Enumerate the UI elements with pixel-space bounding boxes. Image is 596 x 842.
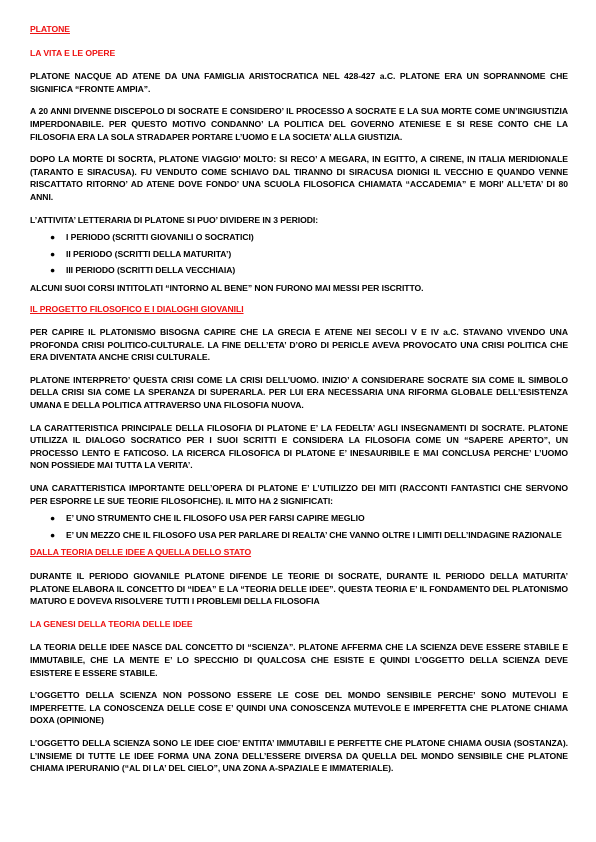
paragraph: PLATONE INTERPRETO’ QUESTA CRISI COME LA CRISI DELL’UOMO. INIZIO’ A CONSIDERARE SOCRATE SIA COME IL SIMBOLO DELLA CRISI SIA COME LA SPERANZA DI SUPERARLA. PER LUI ERA NECESSARIA UNA RIFORMA GLOBALE DELL’ESISTENZA UMANA E DELLA POLITICA ATTRAVERSO UNA FILOSOFIA NUOVA. xyxy=(30,374,568,411)
paragraph: L’ATTIVITA’ LETTERARIA DI PLATONE SI PUO’ DIVIDERE IN 3 PERIODI: xyxy=(30,214,319,225)
list-item xyxy=(30,529,568,542)
list-item-text: E’ UNO STRUMENTO CHE IL FILOSOFO USA PER FARSI CAPIRE MEGLIO xyxy=(66,513,365,524)
list-item-text: II PERIODO (SCRITTI DELLA MATURITA’) xyxy=(66,248,232,259)
section-heading: LA VITA E LE OPERE xyxy=(30,47,116,58)
document-page xyxy=(30,23,568,785)
list-item xyxy=(30,231,568,244)
bullet-list xyxy=(30,512,568,541)
paragraph: L’OGGETTO DELLA SCIENZA NON POSSONO ESSERE LE COSE DEL MONDO SENSIBILE PERCHE’ SONO MUTEVOLI E IMPERFETTE. LA CONOSCENZA DELLE COSE E’ QUINDI UNA CONOSCENZA MUTEVOLE E IMPERFETTA CHE PLATONE CHIAMA DOXA (OPINIONE) xyxy=(30,690,568,726)
paragraph: ALCUNI SUOI CORSI INTITOLATI “INTORNO AL BENE” NON FURONO MAI MESSI PER ISCRITTO. xyxy=(30,282,424,293)
section-heading: LA GENESI DELLA TEORIA DELLE IDEE xyxy=(30,618,193,629)
bullet-icon: ● xyxy=(50,232,56,243)
section-heading: DALLA TEORIA DELLE IDEE A QUELLA DELLO STATO xyxy=(30,547,252,558)
paragraph: LA TEORIA DELLE IDEE NASCE DAL CONCETTO DI “SCIENZA”. PLATONE AFFERMA CHE LA SCIENZA DEVE ESSERE STABILE E IMMUTABILE, CHE LA MENTE E’ LO SPECCHIO DI QUALCOSA CHE ESISTE E QUINDI L’OGGETTO DELLA SCIENZA DEVE ESISTERE E ESSERE STABILE. xyxy=(30,642,568,678)
paragraph: LA CARATTERISTICA PRINCIPALE DELLA FILOSOFIA DI PLATONE E’ LA FEDELTA’ AGLI INSEGNAMENTI DI SOCRATE. PLATONE UTILIZZA IL DIALOGO SOCRATICO PER I SUOI SCRITTI E CONSIDERA LA FILOSOFIA COME UN “SAPERE APERTO”, UN PROCESSO LENTO E FATICOSO. LA RICERCA FILOSOFICA DI PLATONE E’ INESAURIBILE E MAI CONCLUSA PERCHE’ L’UOMO NON POSSIEDE MAI TUTTA LA VERITA’. xyxy=(30,422,568,471)
paragraph: L’OGGETTO DELLA SCIENZA SONO LE IDEE CIOE’ ENTITA’ IMMUTABILI E PERFETTE CHE PLATONE CHIAMA OUSIA (SOSTANZA). L’INSIEME DI TUTTE LE IDEE FORMA UNA ZONA DELL’ESSERE DIVERSA DA QUELLA DEL MONDO SENSIBILE CHE PLATONE CHIAMA IPERURANIO (“AL DI LA’ DEL CIELO”, UNA ZONA A-SPAZIALE E IMMATERIALE). xyxy=(30,737,568,774)
bullet-icon: ● xyxy=(50,248,56,259)
paragraph: PLATONE NACQUE AD ATENE DA UNA FAMIGLIA ARISTOCRATICA NEL 428-427 a.C. PLATONE ERA UN SOPRANNOME CHE SIGNIFICA “FRONTE AMPIA”. xyxy=(30,71,568,94)
paragraph: DOPO LA MORTE DI SOCRTA, PLATONE VIAGGIO’ MOLTO: SI RECO’ A MEGARA, IN EGITTO, A CIRENE, IN ITALIA MERIDIONALE (TARANTO E SIRACUSA). FU VENDUTO COME SCHIAVO DAL TIRANNO DI SIRACUSA DIONIGI IL VECCHIO E QUANDO VENNE RISCATTATO RITORNO’ AD ATENE DOVE FONDO’ UNA SCUOLA FILOSOFICA CHIAMATA “ACCADEMIA” E MORI’ ALL’ETA’ DI 80 ANNI. xyxy=(30,154,568,202)
list-item-text: E’ UN MEZZO CHE IL FILOSOFO USA PER PARLARE DI REALTA’ CHE VANNO OLTRE I LIMITI DELL’INDAGINE RAZIONALE xyxy=(66,529,562,540)
section-heading: IL PROGETTO FILOSOFICO E I DIALOGHI GIOVANILI xyxy=(30,303,244,314)
list-item xyxy=(30,264,568,277)
list-item xyxy=(30,248,568,261)
list-item-text: I PERIODO (SCRITTI GIOVANILI O SOCRATICI) xyxy=(66,232,254,243)
paragraph: A 20 ANNI DIVENNE DISCEPOLO DI SOCRATE E CONSIDERO’ IL PROCESSO A SOCRATE E LA SUA MORTE COME UN’INGIUSTIZIA IMPERDONABILE. PER QUESTO MOTIVO CONDANNO’ LA POLITICA DEL GOVERNO ATENIESE E SI RESE CONTO CHE LA FILOSOFIA ERA LA SOLA STRADAPER PORTARE L’UOMO E LA SOCIETA’ ALLA GIUSTIZIA. xyxy=(30,106,568,142)
bullet-list xyxy=(30,231,568,277)
bullet-icon: ● xyxy=(50,529,56,540)
paragraph: PER CAPIRE IL PLATONISMO BISOGNA CAPIRE CHE LA GRECIA E ATENE NEI SECOLI V E IV a.C. STAVANO VIVENDO UNA PROFONDA CRISI POLITICO-CULTURALE. LA FINE DELL’ETA’ D’ORO DI PERICLE AVEVA PROVOCATO UNA CRISI POLITICA CHE ERA DIVENTATA ANCHE CRISI CULTURALE. xyxy=(30,327,568,363)
list-item xyxy=(30,512,568,525)
document-title: PLATONE xyxy=(30,24,70,34)
list-item-text: III PERIODO (SCRITTI DELLA VECCHIAIA) xyxy=(66,265,236,276)
paragraph: DURANTE IL PERIODO GIOVANILE PLATONE DIFENDE LE TEORIE DI SOCRATE, DURANTE IL PERIODO DELLA MATURITA’ PLATONE ELABORA IL CONCETTO DI “IDEA” E LA “TEORIA DELLE IDEE”. QUESTA TEORIA E’ IL FONDAMENTO DEL PLATONISMO MATURO E DOVEVA RISOLVERE TUTTI I PROBLEMI DELLA FILOSOFIA xyxy=(30,571,568,607)
paragraph: UNA CARATTERISTICA IMPORTANTE DELL’OPERA DI PLATONE E’ L’UTILIZZO DEI MITI (RACCONTI FANTASTICI CHE SERVONO PER ESPORRE LE SUE TEORIE FILOSOFICHE). IL MITO HA 2 SIGNIFICATI: xyxy=(30,483,568,506)
bullet-icon: ● xyxy=(50,265,56,276)
bullet-icon: ● xyxy=(50,513,56,524)
